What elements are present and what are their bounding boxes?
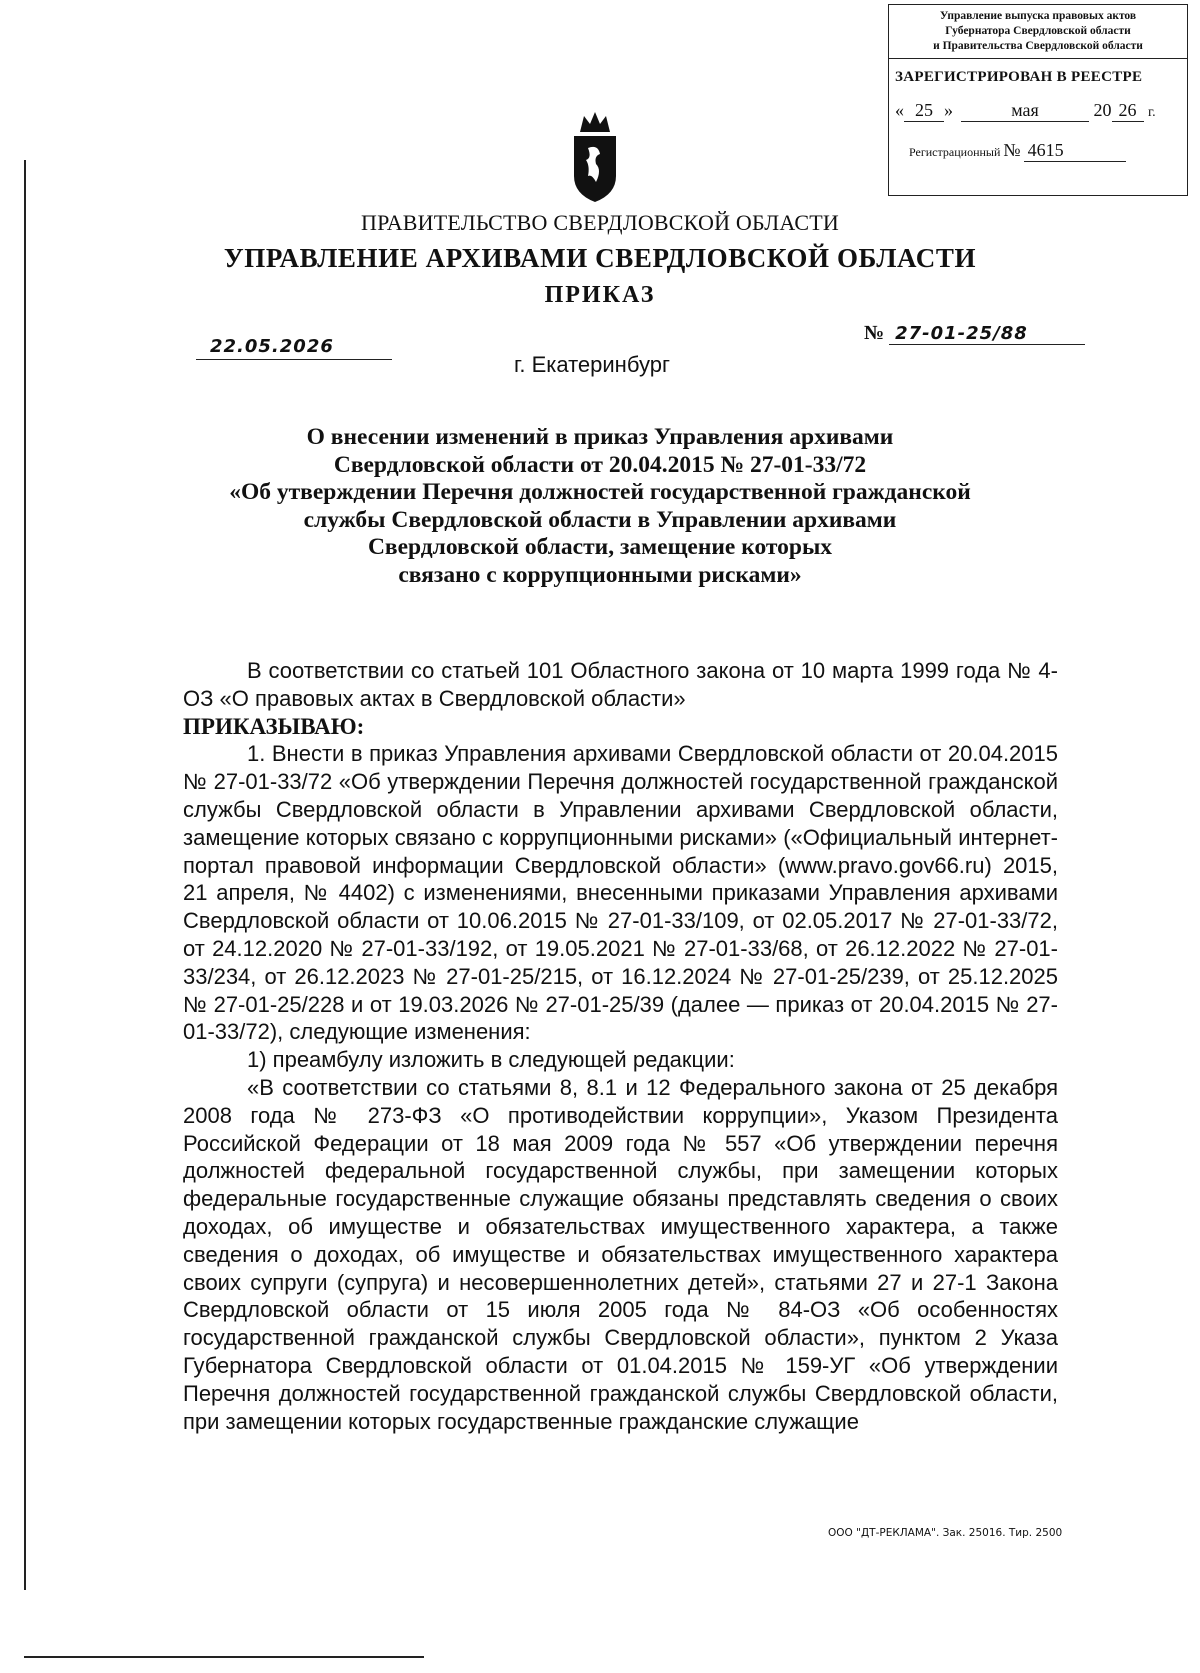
stamp-registered-label: ЗАРЕГИСТРИРОВАН В РЕЕСТРЕ <box>895 69 1143 85</box>
number-sign: № <box>864 322 885 344</box>
paragraph-item-1: 1. Внести в приказ Управления архивами Свердловской области от 20.04.2015 № 27-01-33/72 «Об утверждении Перечня должностей государственной гражданской службы Свердловской области в Управлении архивами Свердловской области, замещение которых связано с коррупционными рисками» («Официальный интернет-портал правовой информации Свердловской области» (www.pravo.gov66.ru) 2015, 21 апреля, № 4402) с изменениями, внесенными приказами Управления архивами Свердловской области от 10.06.2015 № 27-01-33/109, от 02.05.2017 № 27-01-33/72, от 24.12.2020 № 27-01-33/192, от 19.05.2021 № 27-01-33/68, от 26.12.2022 № 27-01-33/234, от 26.12.2023 № 27-01-25/215, от 16.12.2024 № 27-01-25/239, от 25.12.2025 № 27-01-25/228 и от 19.03.2026 № 27-01-25/39 (далее — приказ от 20.04.2015 № 27-01-33/72), следующие изменения: <box>183 741 1058 1045</box>
handwritten-number: 27-01-25/88 <box>889 323 1085 345</box>
handwritten-date: 22.05.2026 <box>196 335 392 360</box>
document-title <box>0 424 1200 589</box>
stamp-header <box>889 5 1187 59</box>
title-line: О внесении изменений в приказ Управления архивами <box>306 424 894 450</box>
document-body <box>183 657 1058 1435</box>
title-line: «Об утверждении Перечня должностей государственной гражданской <box>229 479 971 505</box>
stamp-day: 25 <box>904 100 944 122</box>
paragraph-preamble: В соответствии со статьей 101 Областного закона от 10 марта 1999 года № 4-ОЗ «О правовых актах в Свердловской области» <box>183 658 1058 711</box>
stamp-year-suffix: 26 <box>1112 100 1144 122</box>
document-type: ПРИКАЗ <box>544 282 656 308</box>
title-line: связано с коррупционными рисками» <box>398 561 802 588</box>
government-name: ПРАВИТЕЛЬСТВО СВЕРДЛОВСКОЙ ОБЛАСТИ <box>361 210 839 235</box>
stamp-num-sign: № <box>1003 140 1021 160</box>
department-name: УПРАВЛЕНИЕ АРХИВАМИ СВЕРДЛОВСКОЙ ОБЛАСТИ <box>223 243 977 273</box>
order-word: ПРИКАЗЫВАЮ: <box>183 713 365 739</box>
paragraph-new-preamble: «В соответствии со статьями 8, 8.1 и 12 Федерального закона от 25 декабря 2008 года № 273-ФЗ «О противодействии коррупции», Указом Президента Российской Федерации от 18 мая 2009 года № 557 «Об утверждении перечня должностей федеральной государственной службы, при замещении которых федеральные государственные служащие обязаны представлять сведения о своих доходах, об имуществе и обязательствах имущественного характера, а также сведения о доходах, об имуществе и обязательствах имущественного характера своих супруги (супруга) и несовершеннолетних детей», статьями 27 и 27-1 Закона Свердловской области от 15 июля 2005 года № 84-ОЗ «Об особенностях государственной гражданской службы Свердловской области», пунктом 2 Указа Губернатора Свердловской области от 01.04.2015 № 159-УГ «Об утверждении Перечня должностей государственной гражданской службы Свердловской области, при замещении которых государственные гражданские служащие <box>183 1074 1058 1434</box>
stamp-header-line: Губернатора Свердловской области <box>945 25 1131 37</box>
title-line: Свердловской области от 20.04.2015 № 27-01-33/72 <box>333 451 867 478</box>
stamp-reg-label: Регистрационный <box>909 145 1001 159</box>
stamp-header-line: Управление выпуска правовых актов <box>939 10 1137 22</box>
city: г. Екатеринбург <box>514 352 670 377</box>
stamp-header-line: и Правительства Свердловской области <box>933 40 1143 52</box>
registration-stamp <box>888 4 1188 196</box>
scan-bottom-line <box>24 1656 424 1658</box>
scan-edge-line <box>24 160 26 1590</box>
stamp-month: мая <box>961 100 1089 122</box>
stamp-reg-number <box>889 122 1187 162</box>
printer-imprint: ООО "ДТ-РЕКЛАМА". Зак. 25016. Тир. 2500 <box>828 1527 1063 1539</box>
order-number <box>864 322 1085 345</box>
paragraph-subitem-1: 1) преамбулу изложить в следующей редакции: <box>247 1047 735 1073</box>
stamp-date: « 25 » мая 20 26 г. <box>895 100 1156 120</box>
stamp-year-mark: г. <box>1148 105 1156 120</box>
stamp-year-prefix: 20 <box>1093 100 1112 120</box>
stamp-reg-value: 4615 <box>1024 140 1126 162</box>
title-line: службы Свердловской области в Управлении архивами <box>303 506 897 533</box>
title-line: Свердловской области, замещение которых <box>367 534 833 560</box>
coat-of-arms-icon <box>570 110 620 202</box>
